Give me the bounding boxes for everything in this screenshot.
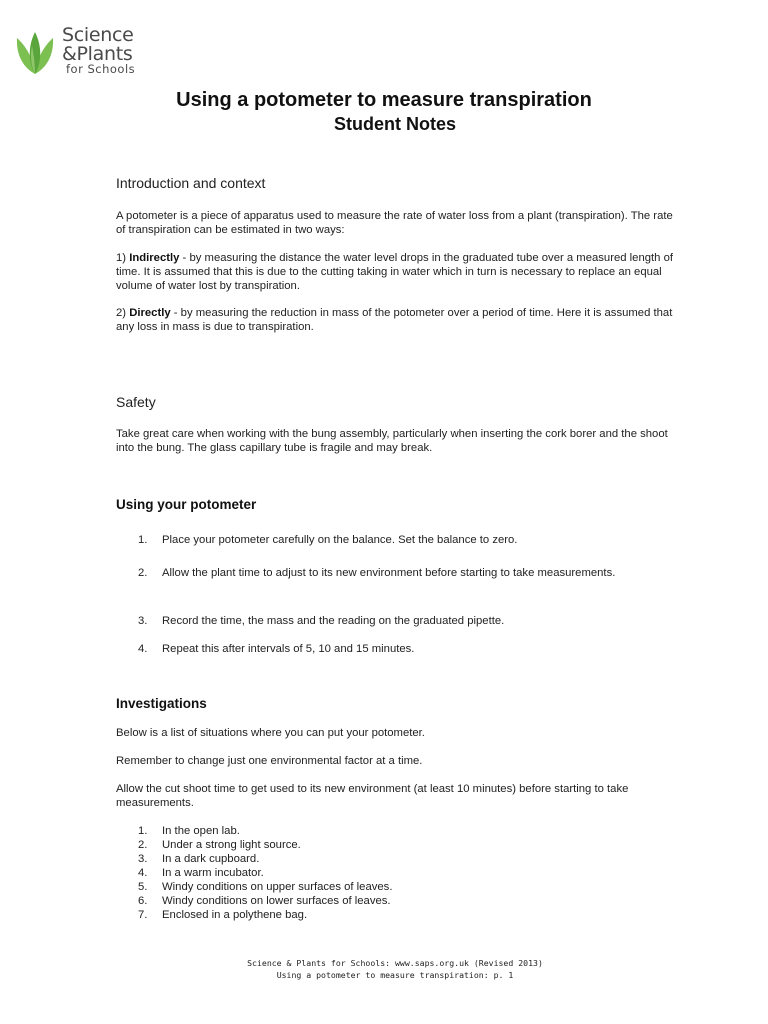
indirect-text: - by measuring the distance the water level drops in the graduated tube over a measured length of time. It is assumed that this is due to the cutting taking in water which in turn is necessary to replace an equal volume of water lost by transpiration. — [116, 252, 674, 292]
item-text: Windy conditions on lower surfaces of leaves. — [162, 895, 391, 907]
using-steps-list — [116, 533, 636, 656]
investigations-paragraph-2: Remember to change just one environmental factor at a time. — [116, 755, 423, 767]
logo-line-science: Science — [62, 24, 134, 46]
item-text: Windy conditions on upper surfaces of leaves. — [162, 881, 393, 893]
intro-method-direct — [116, 306, 676, 334]
item-number: 6. — [138, 895, 148, 907]
intro-paragraph: A potometer is a piece of apparatus used to measure the rate of water loss from a plant (transpiration). The rate of transpiration can be estimated in two ways: — [116, 210, 673, 236]
list-item — [116, 908, 636, 922]
list-item — [116, 880, 636, 894]
page-title: Using a potometer to measure transpiration — [176, 89, 592, 111]
direct-text: - by measuring the reduction in mass of the potometer over a period of time. Here it is assumed that any loss in mass is due to transpiration. — [116, 307, 673, 333]
investigations-paragraph-3: Allow the cut shoot time to get used to its new environment (at least 10 minutes) before starting to take measurements. — [116, 783, 629, 809]
intro-method-indirect — [116, 251, 676, 293]
logo-line-plants: &Plants — [62, 43, 133, 65]
step-text: Repeat this after intervals of 5, 10 and 15 minutes. — [162, 643, 415, 655]
step-text: Place your potometer carefully on the balance. Set the balance to zero. — [162, 534, 518, 546]
page-subtitle: Student Notes — [333, 114, 456, 134]
item-text: In the open lab. — [162, 825, 240, 837]
item-number: 3. — [138, 853, 148, 865]
list-item — [116, 866, 636, 880]
item-text: Enclosed in a polythene bag. — [162, 909, 308, 921]
safety-heading: Safety — [116, 394, 156, 410]
list-item — [116, 838, 636, 852]
list-item — [116, 614, 636, 642]
list-item — [116, 566, 636, 614]
item-number: 2. — [138, 839, 148, 851]
list-item — [116, 852, 636, 866]
item-text: Under a strong light source. — [162, 839, 301, 851]
logo-wordmark — [62, 26, 135, 75]
step-text: Record the time, the mass and the reading on the graduated pipette. — [162, 615, 505, 627]
list-item — [116, 894, 636, 908]
item-number: 1. — [138, 825, 148, 837]
investigations-heading: Investigations — [116, 696, 207, 711]
list-item — [116, 642, 636, 656]
investigations-paragraph-1: Below is a list of situations where you can put your potometer. — [116, 727, 425, 739]
using-heading: Using your potometer — [116, 497, 257, 512]
step-text: Allow the plant time to adjust to its new environment before starting to take measurements. — [162, 567, 616, 579]
step-number: 2. — [138, 567, 148, 579]
direct-number: 2) — [116, 307, 127, 319]
list-item — [116, 533, 636, 566]
item-text: In a warm incubator. — [162, 867, 264, 879]
step-number: 4. — [138, 643, 148, 655]
step-number: 3. — [138, 615, 148, 627]
logo-line-schools: for Schools — [66, 62, 136, 76]
investigations-list — [116, 824, 636, 922]
intro-heading: Introduction and context — [116, 175, 266, 191]
direct-label: Directly — [129, 307, 171, 319]
item-number: 5. — [138, 881, 148, 893]
indirect-number: 1) — [116, 252, 127, 264]
footer-line-1: Science & Plants for Schools: www.saps.org.uk (Revised 2013) — [247, 958, 543, 968]
list-item — [116, 824, 636, 838]
footer-line-2: Using a potometer to measure transpiration: p. 1 — [276, 970, 514, 980]
leaf-logo-icon — [14, 28, 56, 76]
item-text: In a dark cupboard. — [162, 853, 260, 865]
indirect-label: Indirectly — [129, 252, 180, 264]
safety-paragraph: Take great care when working with the bung assembly, particularly when inserting the cork borer and the shoot into the bung. The glass capillary tube is fragile and may break. — [116, 428, 668, 454]
item-number: 7. — [138, 909, 148, 921]
saps-logo — [14, 26, 154, 78]
step-number: 1. — [138, 534, 148, 546]
item-number: 4. — [138, 867, 148, 879]
